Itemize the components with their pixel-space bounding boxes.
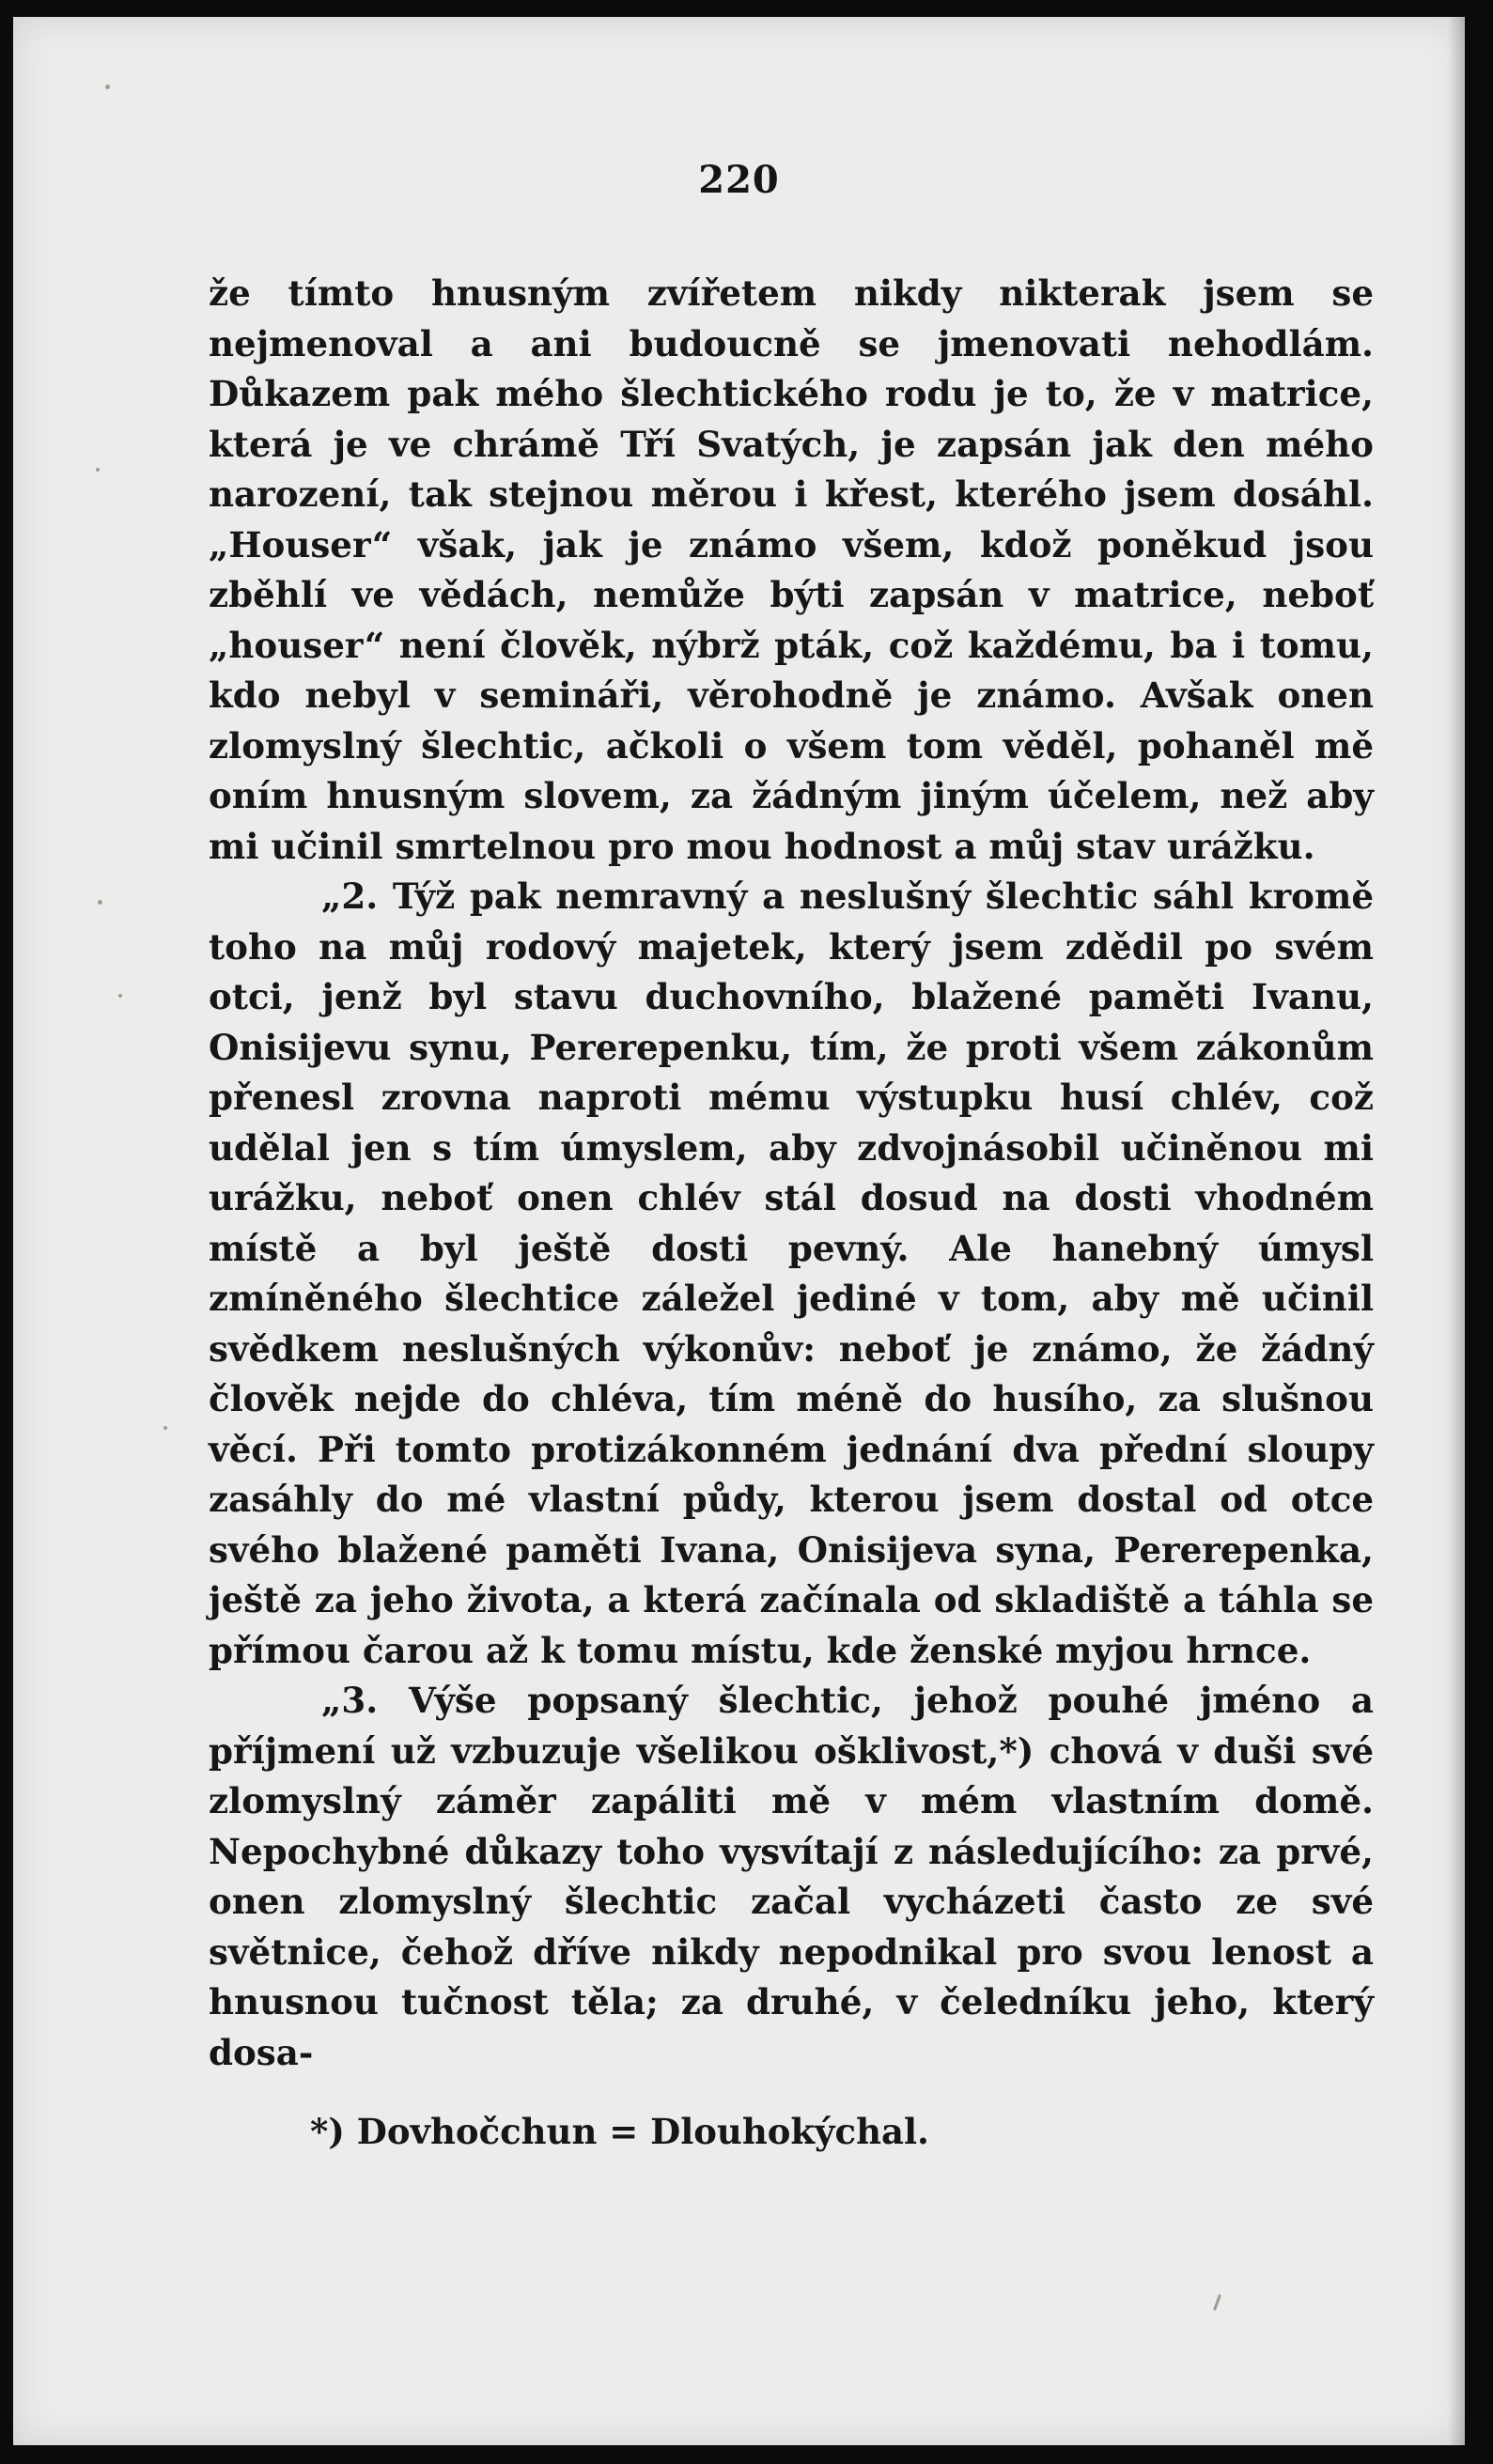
footnote: *) Dovhočchun = Dlouhokýchal. xyxy=(310,2111,929,2152)
paper-speck xyxy=(118,994,122,998)
body-text xyxy=(209,269,1374,2078)
page-number: 220 xyxy=(698,158,780,202)
paper-speck xyxy=(1213,2294,1221,2311)
paper-speck xyxy=(163,1426,167,1430)
book-page xyxy=(13,17,1465,2445)
paper-speck xyxy=(98,900,102,905)
paper-speck xyxy=(96,468,100,472)
paper-speck xyxy=(105,85,110,89)
paragraph-2: „2. Týž pak nemravný a neslušný šlechtic sáhl kromě toho na můj rodový majetek, který jsem zdědil po svém otci, jenž byl stavu duchovního, blažené paměti Ivanu, Onisijevu synu, Pererepenku, tím, že proti všem zákonům přenesl zrovna naproti mému výstupku husí chlév, což udělal jen s tím úmyslem, aby zdvojnásobil učiněnou mi urážku, neboť onen chlév stál dosud na dosti vhodném místě a byl ještě dosti pevný. Ale hanebný úmysl zmíněného šlechtice záležel jediné v tom, aby mě učinil svědkem neslušných výkonův: neboť je známo, že žádný člověk nejde do chléva, tím méně do husího, za slušnou věcí. Při tomto protizákonném jednání dva přední sloupy zasáhly do mé vlastní půdy, kterou jsem dostal od otce svého blažené paměti Ivana, Onisijeva syna, Pererepenka, ještě za jeho života, a která začínala od skladiště a táhla se přímou čarou až k tomu místu, kde ženské myjou hrnce. xyxy=(209,876,1374,1671)
paragraph-1: že tímto hnusným zvířetem nikdy nikterak jsem se nejmenoval a ani budoucně se jmenovati nehodlám. Důkazem pak mého šlechtického rodu je to, že v matrice, která je ve chrámě Tří Svatých, je zapsán jak den mého narození, tak stejnou měrou i křest, kterého jsem dosáhl. „Houser“ však, jak je známo všem, kdož poněkud jsou zběhlí ve vědách, nemůže býti zapsán v matrice, neboť „houser“ není člověk, nýbrž pták, což každému, ba i tomu, kdo nebyl v semináři, věrohodně je známo. Avšak onen zlomyslný šlechtic, ačkoli o všem tom věděl, pohaněl mě oním hnusným slovem, za žádným jiným účelem, než aby mi učinil smrtelnou pro mou hodnost a můj stav urážku. xyxy=(209,272,1374,867)
paragraph-3: „3. Výše popsaný šlechtic, jehož pouhé jméno a příjmení už vzbuzuje všelikou ošklivost,*) chová v duši své zlomyslný záměr zapáliti mě v mém vlastním domě. Nepochybné důkazy toho vysvítají z následujícího: za prvé, onen zlomyslný šlechtic začal vycházeti často ze své světnice, čehož dříve nikdy nepodnikal pro svou lenost a hnusnou tučnost těla; za druhé, v čeledníku jeho, který dosa- xyxy=(209,1680,1374,2073)
